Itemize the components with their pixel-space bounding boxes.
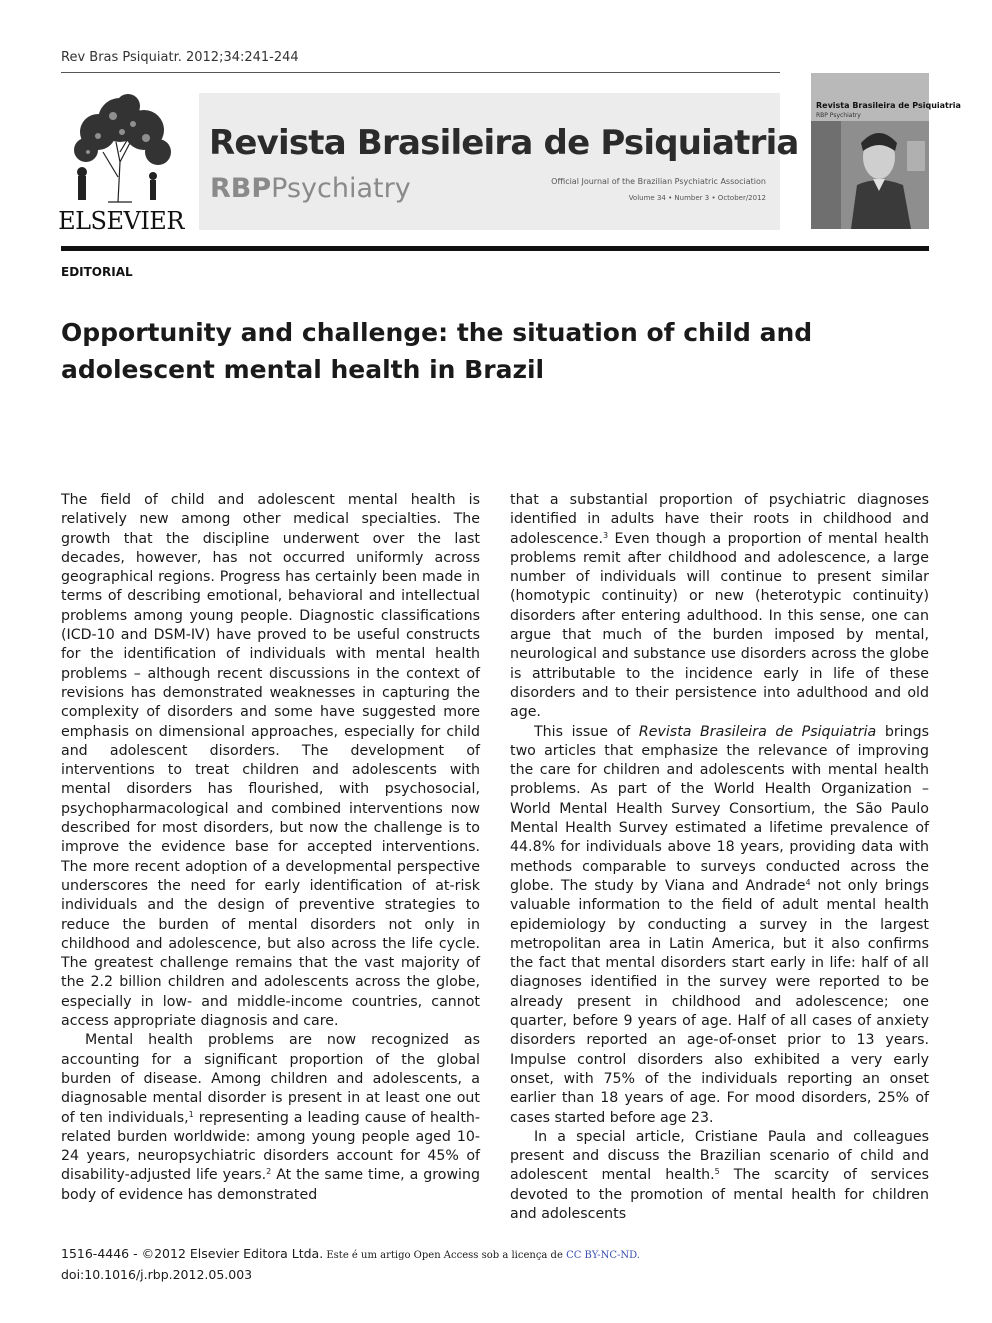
header-divider <box>61 246 929 251</box>
reference-3: 3 <box>603 530 609 540</box>
section-label: EDITORIAL <box>61 265 133 279</box>
body-column-left <box>61 491 480 1205</box>
reference-4: 4 <box>805 877 811 887</box>
cover-subtitle: RBP Psychiatry <box>816 112 861 119</box>
journal-cover-thumbnail <box>811 73 961 229</box>
elsevier-logo <box>56 92 186 235</box>
paragraph: The field of child and adolescent mental health is relatively new among other medical specialties. The growth that the discipline underwent over the last decades, however, has not occurred uniformly across geographical regions. Progress has certainly been made in terms of describing emotional, behavioral and intellectual problems among young people. Diagnostic classifications (ICD-10 and DSM-IV) have proved to be useful constructs for the identification of individuals with mental health problems – although recent discussions in the context of revisions has demonstrated weaknesses in capturing the complexity of disorders and some have suggested more emphasis on dimensional approaches, especially for child and adolescent disorders. The development of interventions to treat children and adolescents with mental disorders has flourished, with psychosocial, psychopharmacological and combined interventions now described for most disorders, but now the challenge is to improve the evidence base for accepted interventions. The more recent adoption of a developmental perspective underscores the need for early identification of at-risk individuals and the design of preventive strategies to reduce the burden of mental disorders not only in childhood and adolescence, but also across the life cycle. The greatest challenge remains that the vast majority of the 2.2 billion children and adolescents across the globe, especially in low- and middle-income countries, cannot access appropriate diagnosis and care. <box>61 492 480 1030</box>
journal-subtitle <box>210 173 411 204</box>
elsevier-tree-icon <box>58 92 184 204</box>
rbp-abbrev: RBP <box>210 173 272 204</box>
rbp-psychiatry: Psychiatry <box>271 173 411 204</box>
reference-2: 2 <box>266 1167 272 1177</box>
license-link[interactable]: CC BY-NC-ND. <box>566 1250 640 1261</box>
top-divider <box>61 72 780 73</box>
footer-doi: doi:10.1016/j.rbp.2012.05.003 <box>61 1267 253 1282</box>
volume-info: Volume 34 • Number 3 • October/2012 <box>628 194 766 202</box>
reference-5: 5 <box>714 1167 720 1177</box>
article-title: Opportunity and challenge: the situation of child and adolescent mental health in Brazil <box>61 318 813 384</box>
publisher-name: ELSEVIER <box>58 207 184 235</box>
journal-title: Revista Brasileira de Psiquiatria <box>209 123 799 163</box>
journal-citation: Rev Bras Psiquiatr. 2012;34:241-244 <box>61 50 299 65</box>
paragraph: In a special article, Cristiane Paula and colleagues present and discuss the Brazilian scenario of child and adolescent mental health.$^5$ The scarcity of services devoted to the promotion of mental health for children and adolescents <box>510 1128 929 1222</box>
reference-1: 1 <box>188 1109 194 1119</box>
footer-copyright: 1516-4446 - ©2012 Elsevier Editora Ltda. Este é um artigo Open Access sob a licença de CC BY-NC-ND. <box>61 1246 640 1261</box>
journal-masthead <box>199 93 799 230</box>
official-journal-note: Official Journal of the Brazilian Psychiatric Association <box>551 177 766 186</box>
paragraph: Mental health problems are now recognized as accounting for a significant proportion of the global burden of disease. Among children and adolescents, a diagnosable mental disorder is present in at least one out of ten individuals,$^1$ representing a leading cause of health-related burden worldwide: among young people aged 10-24 years, neuropsychiatric disorders account for 45% of disability-adjusted life years.$^2$ At the same time, a growing body of evidence has demonstrated <box>61 1032 480 1203</box>
paragraph: This issue of Revista Brasileira de Psiquiatria brings two articles that emphasize the relevance of improving the care for children and adolescents with mental health problems. As part of the World Health Organization – World Mental Health Survey Consortium, the São Paulo Mental Health Survey estimated a lifetime prevalence of 44.8% for individuals above 18 years, providing data with methods comparable to surveys conducted across the globe. The study by Viana and Andrade$^4$ not only brings valuable information to the field of adult mental health epidemiology by conducting a survey in the largest metropolitan area in Latin America, but it also confirms the fact that mental disorders start early in life: half of all diagnoses identified in the survey were reported to be already present in childhood and adolescence; one quarter, before 9 years of age. Half of all cases of anxiety disorders reported an age-of-onset prior to 13 years. Impulse control disorders also exhibited a very early onset, with 75% of the individuals reporting an onset earlier than 18 years of age. For mood disorders, 25% of cases started before age 23. <box>510 723 929 1126</box>
license-text: Este é um artigo Open Access sob a licença de <box>323 1250 567 1261</box>
paragraph: that a substantial proportion of psychiatric diagnoses identified in adults have their roots in childhood and adolescence.$^3$ Even though a proportion of mental health problems remit after childhood and adolescence, a large number of individuals will continue to present similar (homotypic continuity) or new (heterotypic continuity) disorders after entering adulthood. In this sense, one can argue that much of the burden imposed by mental, neurological and substance use disorders across the globe is attributable to the incidence early in life of these disorders and to their persistence into adulthood and old age. <box>510 492 929 721</box>
body-column-right <box>510 491 929 1224</box>
journal-name-italic: Revista Brasileira de Psiquiatria <box>638 723 877 740</box>
cover-title: Revista Brasileira de Psiquiatria <box>816 101 961 110</box>
cover-portrait-image <box>811 121 929 229</box>
